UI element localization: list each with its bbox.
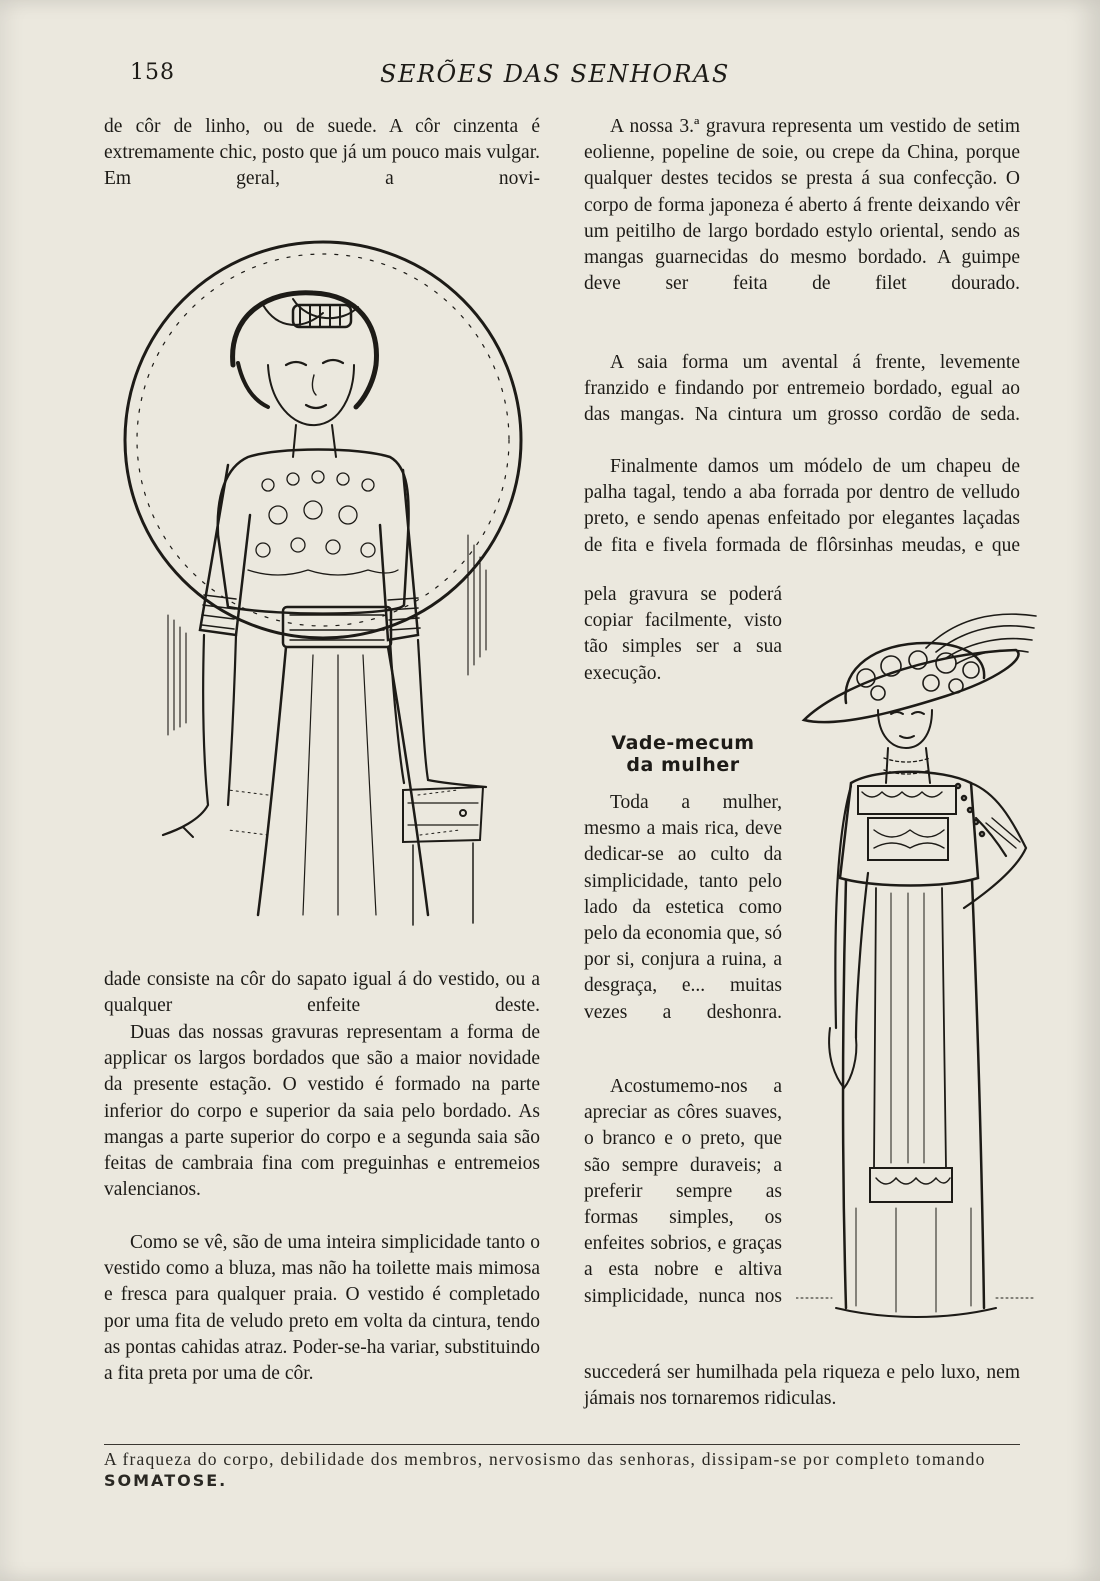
left-paragraph-2: dade consiste na côr do sapato igual á do vestido, ou a qualquer enfeite deste.: [104, 969, 540, 1017]
left-paragraph-4: Como se vê, são de uma inteira simplicidade tanto o vestido como a bluza, mas não ha toilette mais mimosa e fresca para qualquer praia. O vestido é completado por uma fita de veludo preto em volta da cintura, tendo as pontas cahidas atraz. Poder-se-ha variar, substituindo a fita preta por uma de côr.: [104, 1232, 540, 1385]
footnote-brand: SOMATOSE.: [104, 1471, 228, 1490]
right-paragraph-5: Acostumemo-nos a apreciar as côres suaves, o branco e o preto, que são sempre duraveis; a preferir sempre as formas simples, os enfeites sobrios, e graças a esta nobre e altiva simplicidade, nunca nos: [584, 1076, 782, 1307]
right-paragraph-4: Toda a mulher, mesmo a mais rica, deve dedicar-se ao culto da simplicidade, tanto pelo lado da estetica como pelo da economia que, só por si, conjura a ruina, a desgraça, e... muitas vezes a deshonra.: [584, 792, 782, 1023]
left-paragraph-1: de côr de linho, ou de suede. A côr cinzenta é extremamente chic, posto que já um pouco mais vulgar. Em geral, a novi-: [104, 116, 540, 190]
page-number: 158: [130, 60, 175, 85]
right-paragraph-1: A nossa 3.ª gravura representa um vestido de setim eolienne, popeline de soie, ou crepe da China, porque qualquer destes tecidos se presta á sua confecção. O corpo de forma japoneza é aberto á frente deixando vêr um peitilho de largo bordado estylo oriental, sendo as mangas guarnecidas do mesmo bordado. A guimpe deve ser feita de filet dourado.: [584, 116, 1020, 295]
footnote: [104, 1449, 1020, 1491]
right-paragraph-5-continued: succederá ser humilhada pela riqueza e pelo luxo, nem jámais nos tornaremos ridiculas.: [584, 1362, 1020, 1410]
section-heading: [584, 732, 782, 776]
footnote-rule: [104, 1444, 1020, 1445]
heading-line-1: Vade-mecum: [611, 732, 755, 754]
woman-blouse-engraving: [118, 235, 538, 935]
left-paragraph-3: Duas das nossas gravuras representam a forma de applicar os largos bordados que são a maior novidade da presente estação. O vestido é formado na parte inferior do corpo e superior da saia pelo bordado. As mangas a parte superior do corpo e a segunda saia são feitas de cambraia fina com preguinhas e entremeios valencianos.: [104, 1022, 540, 1201]
page-header: [0, 60, 1100, 94]
woman-hat-dress-engraving: [796, 608, 1040, 1324]
running-title: SERÕES DAS SENHORAS: [380, 60, 730, 88]
right-paragraph-3-continued: pela gravura se poderá copiar facilmente, visto tão simples ser a sua execução.: [584, 584, 782, 684]
right-paragraph-3: Finalmente damos um módelo de um chapeu de palha tagal, tendo a aba forrada por dentro de velludo preto, e sendo apenas enfeitado por elegantes laçadas de fita e fivela formada de flôrsinhas meudas, e que: [584, 456, 1020, 556]
right-paragraph-2: A saia forma um avental á frente, levemente franzido e findando por entremeio bordado, egual ao das mangas. Na cintura um grosso cordão de seda.: [584, 352, 1020, 426]
footnote-text: A fraqueza do corpo, debilidade dos membros, nervosismo das senhoras, dissipam-se por completo tomando: [104, 1449, 986, 1469]
heading-line-2: da mulher: [626, 754, 740, 776]
